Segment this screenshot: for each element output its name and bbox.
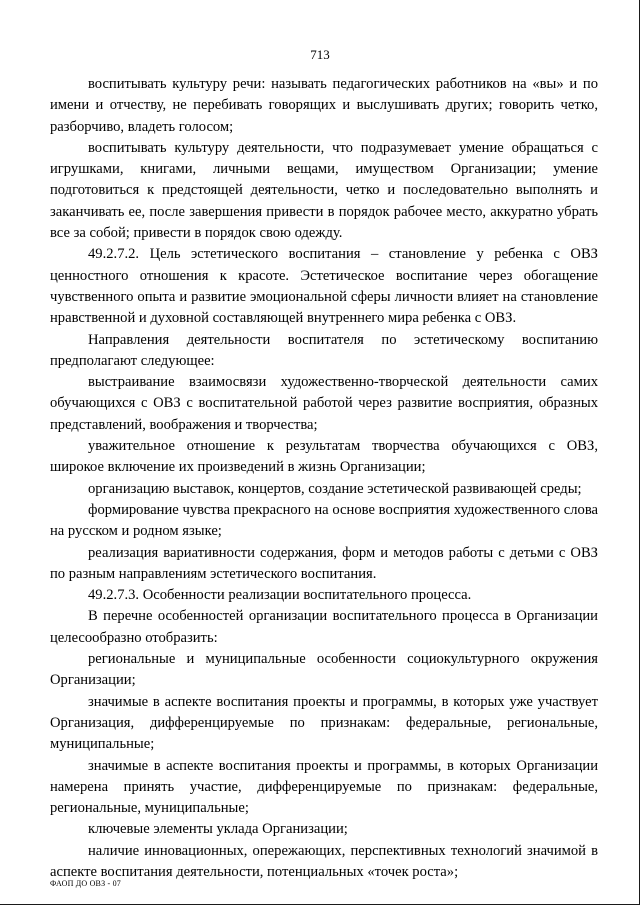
paragraph: организацию выставок, концертов, создание эстетической развивающей среды; xyxy=(88,480,582,497)
paragraph: Направления деятельности воспитателя по эстетическому воспитанию предполагают следующее: xyxy=(50,331,598,369)
footer-label: ФАОП ДО ОВЗ - 07 xyxy=(50,879,121,888)
paragraph: 49.2.7.3. Особенности реализации воспитательного процесса. xyxy=(88,587,472,604)
paragraph: выстраивание взаимосвязи художественно-творческой деятельности самих обучающихся с ОВЗ с воспитательной работой через развитие восприятия, образных представлений, воображения и творчества; xyxy=(50,374,598,433)
document-body xyxy=(50,74,598,883)
paragraph: ключевые элементы уклада Организации; xyxy=(88,821,348,838)
paragraph: В перечне особенностей организации воспитательного процесса в Организации целесообразно отобразить: xyxy=(50,608,598,646)
paragraph: воспитывать культуру речи: называть педагогических работников на «вы» и по имени и отчеству, не перебивать говорящих и выслушивать других; говорить четко, разборчиво, владеть голосом; xyxy=(50,76,598,135)
paragraph: уважительное отношение к результатам творчества обучающихся с ОВЗ, широкое включение их произведений в жизнь Организации; xyxy=(50,438,598,476)
paragraph: 49.2.7.2. Цель эстетического воспитания – становление у ребенка с ОВЗ ценностного отношения к красоте. Эстетическое воспитание через обогащение чувственного опыта и развитие эмоциональной сферы личности влияет на становление нравственной и духовной составляющей внутреннего мира ребенка с ОВЗ. xyxy=(50,246,598,327)
paragraph: значимые в аспекте воспитания проекты и программы, в которых Организации намерена принять участие, дифференцируемые по признакам: федеральные, региональные, муниципальные; xyxy=(50,757,598,817)
paragraph: воспитывать культуру деятельности, что подразумевает умение обращаться с игрушками, книгами, личными вещами, имуществом Организации; умение подготовиться к предстоящей деятельности, четко и последовательно выполнять и заканчивать ее, после завершения привести в порядок рабочее место, аккуратно убрать все за собой; привести в порядок свою одежду. xyxy=(50,139,598,242)
paragraph: реализация вариативности содержания, форм и методов работы с детьми с ОВЗ по разным направлениям эстетического воспитания. xyxy=(50,544,598,582)
paragraph: значимые в аспекте воспитания проекты и программы, в которых уже участвует Организация, дифференцируемые по признакам: федеральные, региональные, муниципальные; xyxy=(50,693,598,753)
page-number: 713 xyxy=(310,47,330,62)
paragraph: формирование чувства прекрасного на основе восприятия художественного слова на русском и родном языке; xyxy=(50,501,598,540)
paragraph: региональные и муниципальные особенности социокультурного окружения Организации; xyxy=(50,651,598,689)
paragraph: наличие инновационных, опережающих, перспективных технологий значимой в аспекте воспитания деятельности, потенциальных «точек роста»; xyxy=(50,842,598,880)
